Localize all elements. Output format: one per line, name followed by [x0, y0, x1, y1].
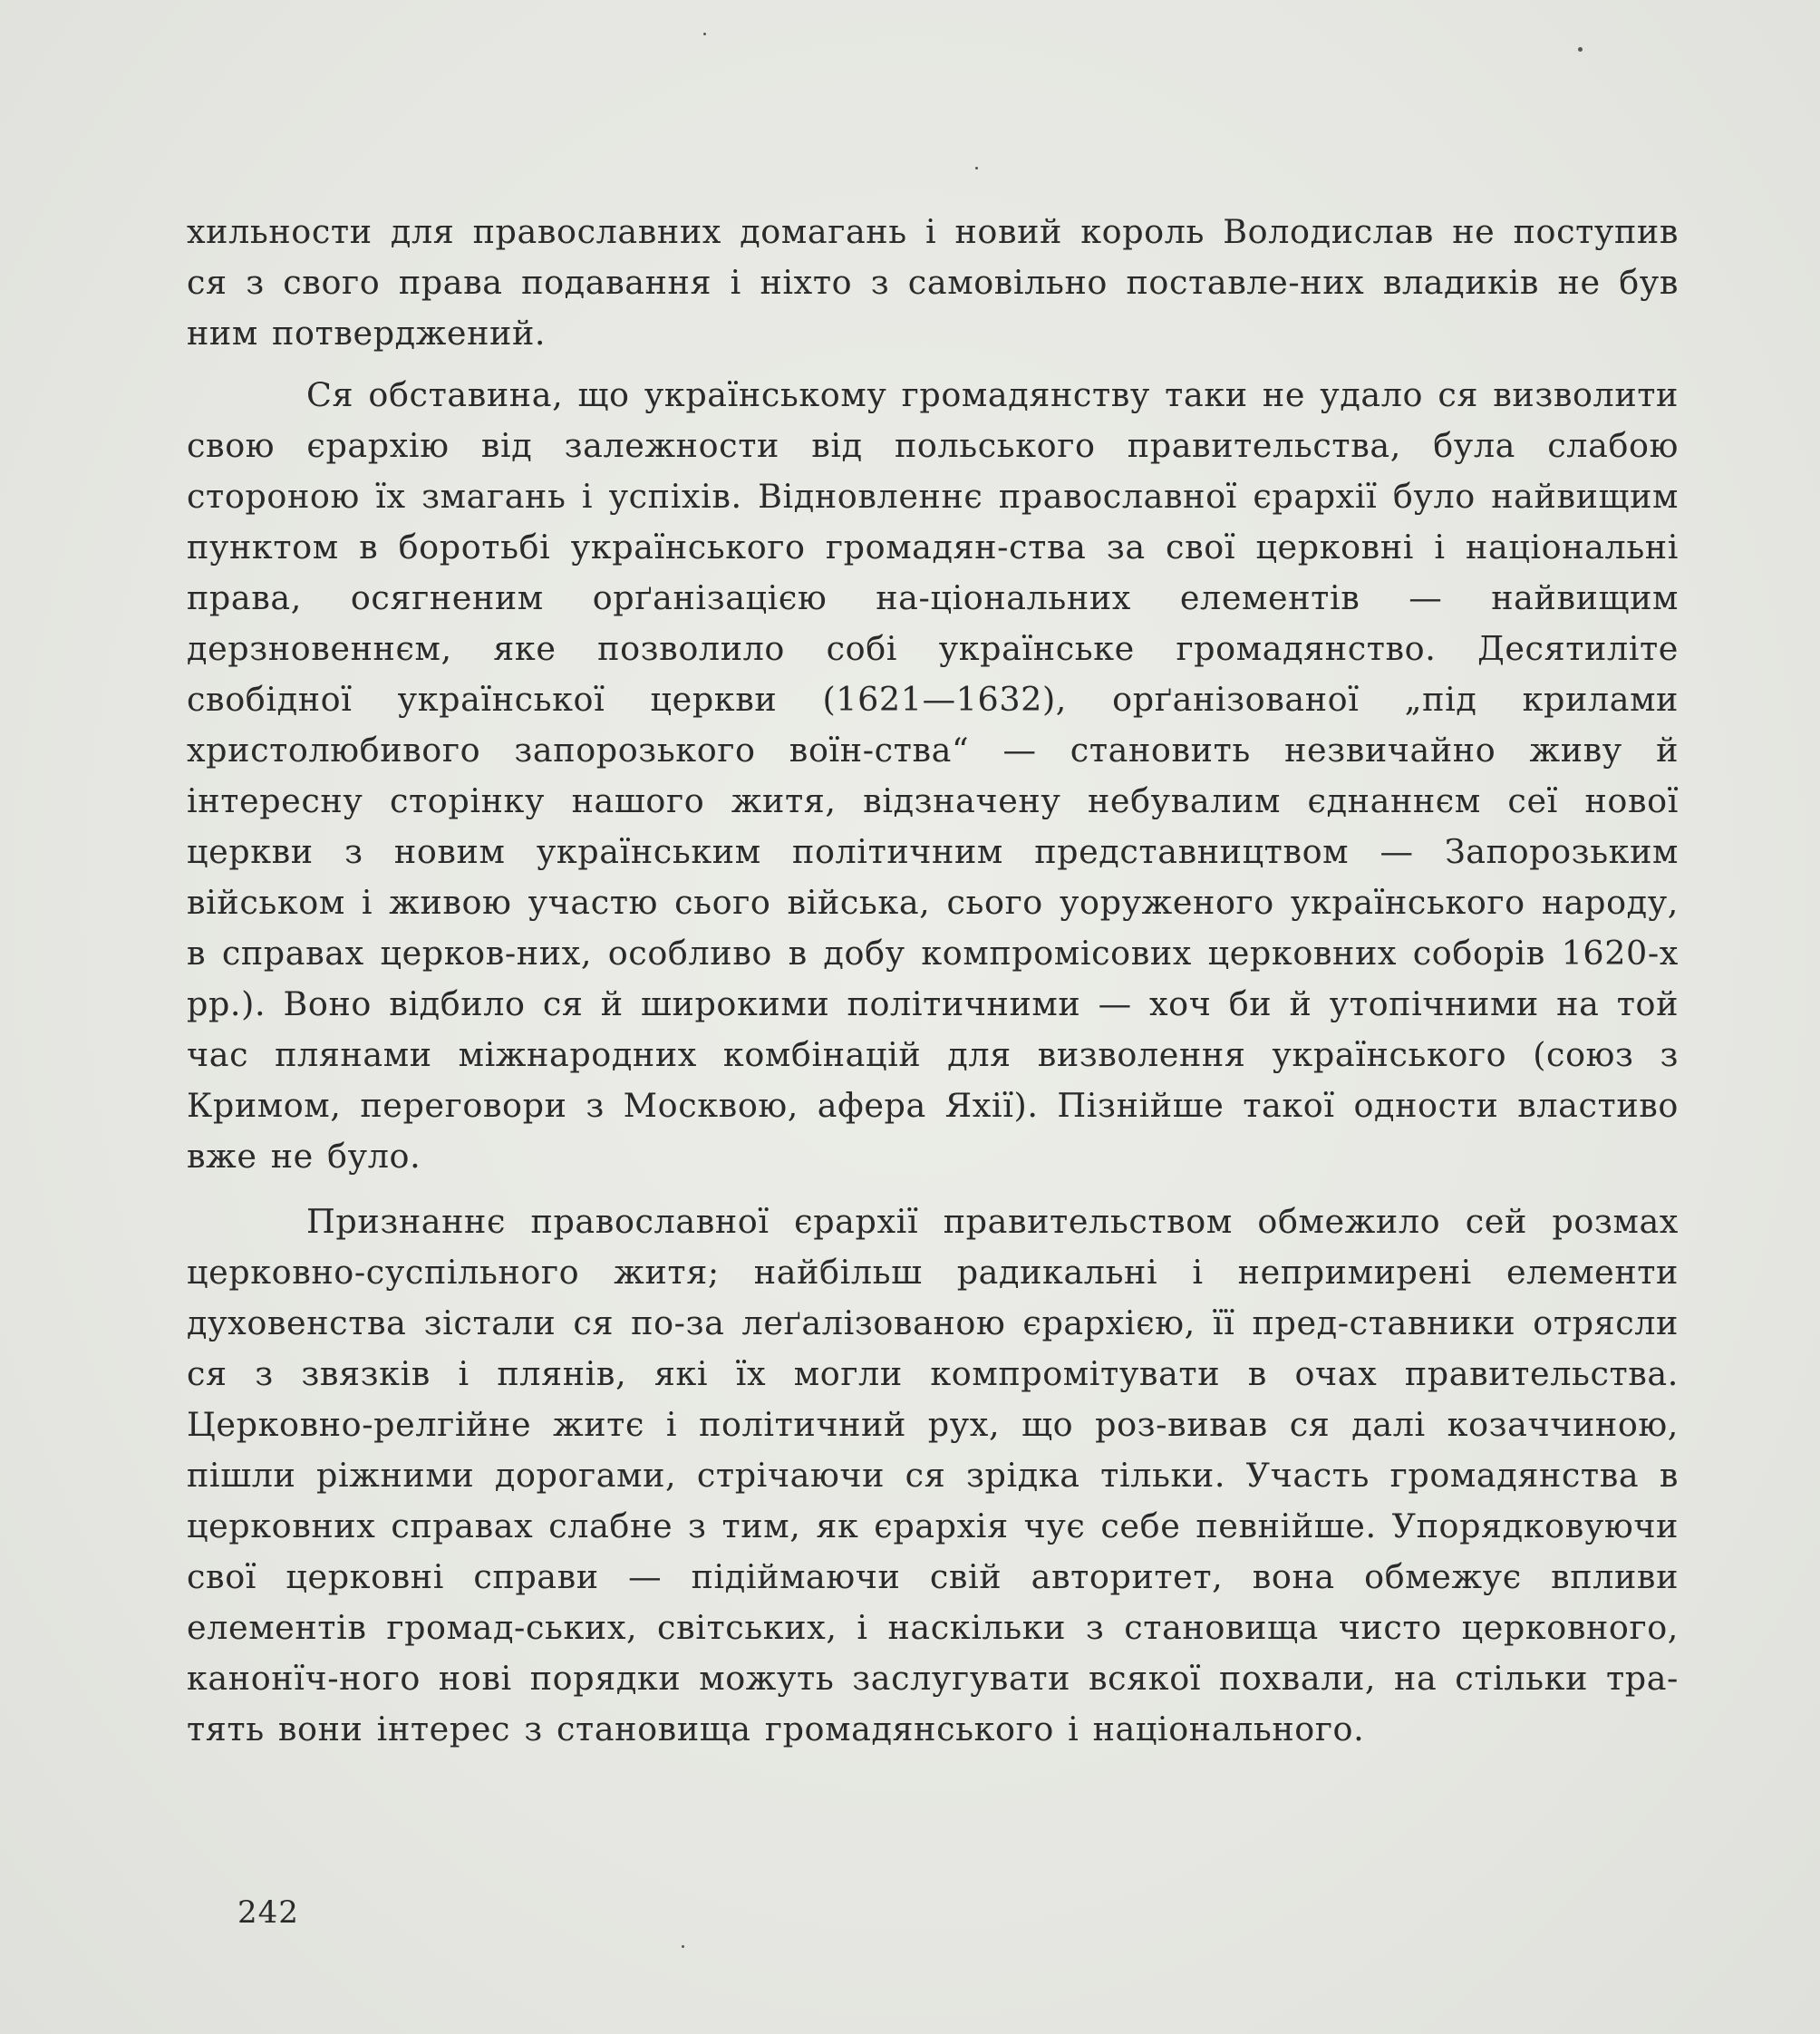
body-text [187, 207, 1679, 1755]
paragraph-1: хильности для православних домагань і новий король Володислав не поступив ся з свого права подавання і ніхто з самовільно поставле-них владиків не був ним потверджений. [187, 212, 1679, 353]
paragraph-2: Ся обставина, що українському громадянству таки не удало ся визволити свою єрархію від залежности від польського правительства, була слабою стороною їх змагань і успіхів. Відновленнє православної єрархії було найвищим пунктом в боротьбі українського громадян-ства за свої церковні і національні права, осягненим орґанізацією на-ціональних елементів — найвищим дерзновеннєм, яке позволило собі українське громадянство. Десятиліте свобідної української церкви (1621—1632), орґанізованої „під крилами христолюбивого запорозького воїн-ства“ — становить незвичайно живу й інтересну сторінку нашого житя, відзначену небувалим єднаннєм сеї нової церкви з новим українським політичним представництвом — Запорозьким військом і живою участю сього війська, сього уоруженого українського народу, в справах церков-них, особливо в добу компромісових церковних соборів 1620-х рр.). Воно відбило ся й широкими політичними — хоч би й утопічними на той час плянами міжнародних комбінацій для визволення українського (союз з Кримом, переговори з Москвою, афера Яхії). Пізнійше такої одности властиво вже не було. [187, 375, 1679, 1176]
paragraph-3: Признаннє православної єрархії правительством обмежило сей розмах церковно-суспільного житя; найбільш радикальні і непримирені елементи духовенства зістали ся по-за леґалізованою єрархією, її пред-ставники отрясли ся з звязків і плянів, які їх могли компромітувати в очах правительства. Церковно-релгійне житє і політичний рух, що роз-вивав ся далі козаччиною, пішли ріжними дорогами, стрічаючи ся зрідка тільки. Участь громадянства в церковних справах слабне з тим, як єрархія чує себе певнійше. Упорядковуючи свої церковні справи — підіймаючи свій авторитет, вона обмежує впливи елементів громад-ських, світських, і наскільки з становища чисто церковного, канонїч-ного нові порядки можуть заслугувати всякої похвали, на стільки тра-тять вони інтерес з становища громадянського і національного. [187, 1202, 1679, 1748]
page-number: 242 [237, 1894, 299, 1931]
dust-speck [1578, 47, 1583, 52]
dust-speck [703, 33, 706, 35]
dust-speck [682, 1945, 684, 1948]
dust-speck [975, 167, 978, 170]
